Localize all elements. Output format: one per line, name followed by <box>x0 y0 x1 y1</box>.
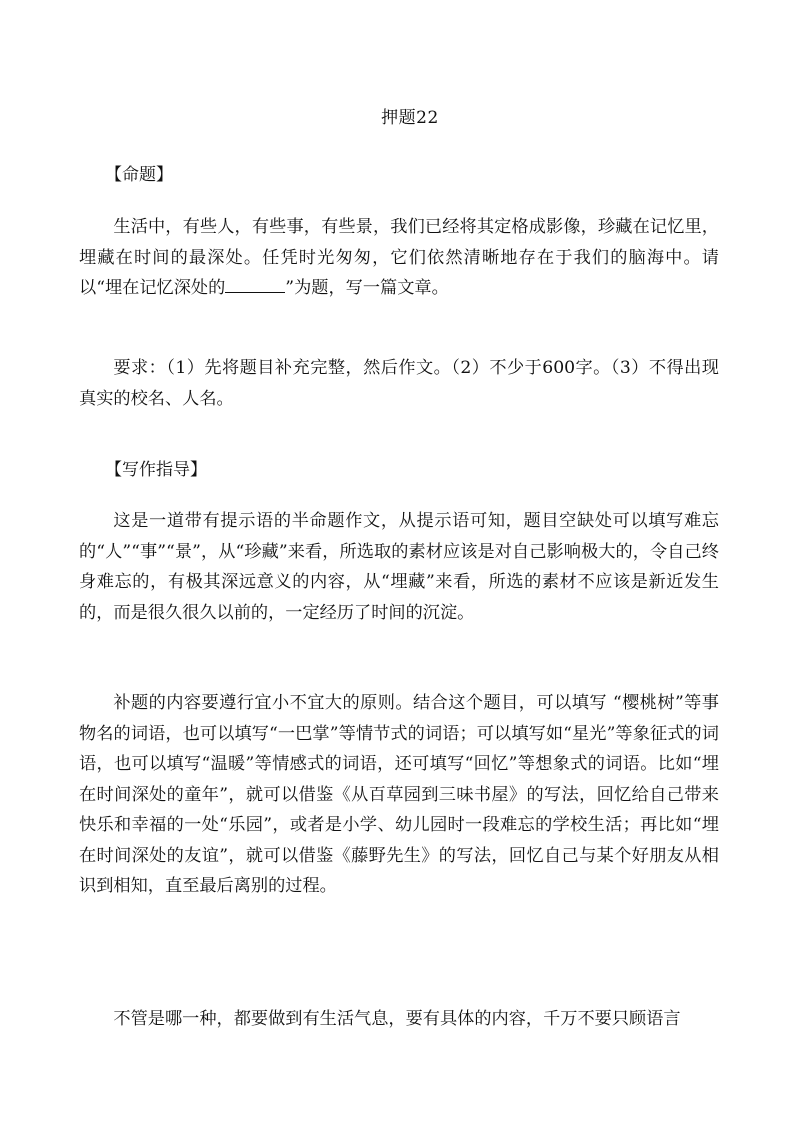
guide-paragraph-1: 这是一道带有提示语的半命题作文，从提示语可知，题目空缺处可以填写难忘的“人”“事”“景”，从“珍藏”来看，所选取的素材应该是对自己影响极大的，令自己终身难忘的，有极其深远意义的内容，从“埋藏”来看，所选的素材不应该是新近发生的，而是很久很久以前的，一定经历了时间的沉淀。 <box>79 511 719 623</box>
prompt-text-part1: 生活中，有些人，有些事，有些景，我们已经将其定格成影像，珍藏在记忆里，埋藏在时间的最深处。任凭时光匆匆，它们依然清晰地存在于我们的脑海中。请以“埋在记忆深处的 <box>79 217 719 298</box>
prompt-text-part2: ”为题，写一篇文章。 <box>285 278 449 298</box>
requirements-paragraph: 要求：（1）先将题目补充完整，然后作文。（2）不少于600字。（3）不得出现真实的校名、人名。 <box>79 358 719 409</box>
fill-in-blank <box>225 274 285 293</box>
section-heading-guide: 【写作指导】 <box>105 460 207 480</box>
guide-paragraph-2: 补题的内容要遵行宜小不宜大的原则。结合这个题目，可以填写 “樱桃树”等事物名的词语，也可以填写“一巴掌”等情节式的词语；可以填写如“星光”等象征式的词语，也可以填写“温暖”等情感式的词语，还可填写“回忆”等想象式的词语。比如“埋在时间深处的童年”，就可以借鉴《从百草园到三味书屋》的写法，回忆给自己带来快乐和幸福的一处“乐园”，或者是小学、幼儿园时一段难忘的学校生活；再比如“埋在时间深处的友谊”，就可以借鉴《藤野先生》的写法，回忆自己与某个好朋友从相识到相知，直至最后离别的过程。 <box>79 693 719 896</box>
page-title: 押题22 <box>381 108 439 128</box>
section-heading-prompt: 【命题】 <box>105 165 173 185</box>
guide-paragraph-3: 不管是哪一种，都要做到有生活气息，要有具体的内容，千万不要只顾语言 <box>113 1009 681 1029</box>
prompt-paragraph <box>79 212 719 304</box>
